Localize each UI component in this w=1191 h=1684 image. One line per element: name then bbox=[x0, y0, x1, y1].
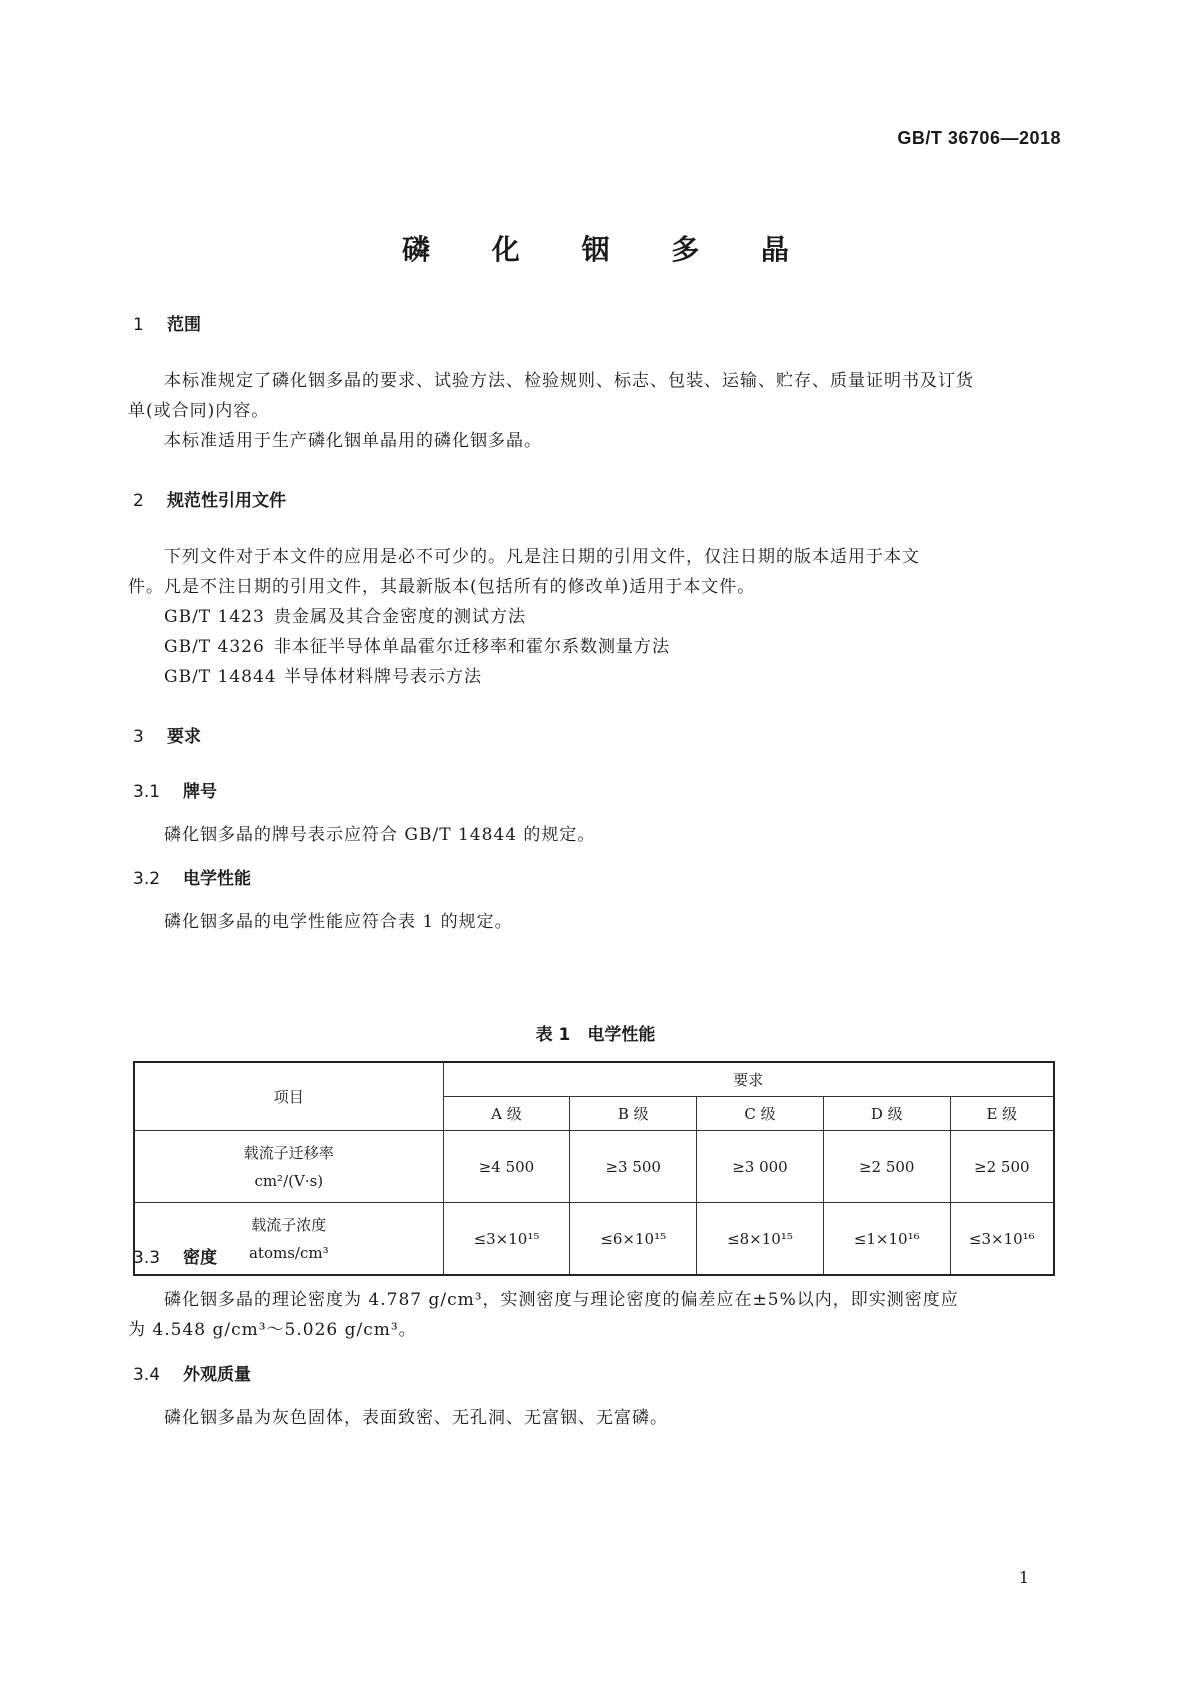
table-cell: ≥2 500 bbox=[950, 1131, 1054, 1203]
standard-number: GB/T 36706—2018 bbox=[897, 128, 1061, 148]
section-3-4-heading bbox=[133, 1360, 251, 1385]
section-number: 3.1 bbox=[133, 782, 161, 802]
table-cell: ≥3 500 bbox=[570, 1131, 697, 1203]
header-item: 项目 bbox=[134, 1062, 443, 1131]
reference-item bbox=[164, 662, 482, 687]
reference-name: 非本征半导体单晶霍尔迁移率和霍尔系数测量方法 bbox=[274, 637, 670, 657]
grade-header: A 级 bbox=[443, 1097, 570, 1131]
s1-paragraph-1-cont: 单(或合同)内容。 bbox=[128, 401, 270, 421]
reference-name: 贵金属及其合金密度的测试方法 bbox=[274, 607, 526, 627]
page-number: 1 bbox=[1018, 1568, 1029, 1587]
section-number: 3 bbox=[133, 727, 144, 747]
s2-paragraph-1: 下列文件对于本文件的应用是必不可少的。凡是注日期的引用文件，仅注日期的版本适用于本文 bbox=[164, 547, 920, 567]
s33-paragraph: 磷化铟多晶的理论密度为 4.787 g/cm³，实测密度与理论密度的偏差应在±5%以内，即实测密度应 bbox=[164, 1290, 959, 1310]
section-number: 3.4 bbox=[133, 1365, 161, 1385]
section-3-heading bbox=[133, 722, 201, 747]
table-caption: 表 1 电学性能 bbox=[535, 1025, 656, 1045]
table-header-row bbox=[134, 1062, 1054, 1097]
section-2-heading bbox=[133, 486, 286, 511]
section-number: 3.3 bbox=[133, 1248, 161, 1268]
property-unit: atoms/cm³ bbox=[248, 1243, 329, 1262]
electrical-properties-table bbox=[133, 1061, 1055, 1276]
section-title: 电学性能 bbox=[183, 869, 251, 889]
s1-paragraph-2: 本标准适用于生产磷化铟单晶用的磷化铟多晶。 bbox=[164, 431, 542, 451]
header-requirement: 要求 bbox=[443, 1062, 1054, 1097]
reference-code: GB/T 1423 bbox=[164, 607, 265, 627]
table-cell: ≤3×10¹⁵ bbox=[443, 1203, 570, 1276]
section-number: 1 bbox=[133, 315, 144, 335]
reference-code: GB/T 4326 bbox=[164, 637, 265, 657]
section-3-2-heading bbox=[133, 864, 251, 889]
table-cell: ≤1×10¹⁶ bbox=[823, 1203, 950, 1276]
table-cell: ≤6×10¹⁵ bbox=[570, 1203, 697, 1276]
s34-paragraph: 磷化铟多晶为灰色固体，表面致密、无孔洞、无富铟、无富磷。 bbox=[164, 1408, 668, 1428]
s1-paragraph-1: 本标准规定了磷化铟多晶的要求、试验方法、检验规则、标志、包装、运输、贮存、质量证明书及订货 bbox=[164, 371, 974, 391]
grade-header: D 级 bbox=[823, 1097, 950, 1131]
table-cell: ≤8×10¹⁵ bbox=[697, 1203, 824, 1276]
grade-header: E 级 bbox=[950, 1097, 1054, 1131]
section-title: 规范性引用文件 bbox=[167, 491, 286, 511]
section-number: 3.2 bbox=[133, 869, 161, 889]
property-unit: cm²/(V·s) bbox=[254, 1171, 324, 1190]
grade-header: C 级 bbox=[697, 1097, 824, 1131]
document-title: 磷 化 铟 多 晶 bbox=[402, 233, 815, 266]
table-cell: ≥3 000 bbox=[697, 1131, 824, 1203]
section-3-1-heading bbox=[133, 777, 217, 802]
row-label bbox=[134, 1131, 443, 1203]
s2-paragraph-1-cont: 件。凡是不注日期的引用文件，其最新版本(包括所有的修改单)适用于本文件。 bbox=[128, 577, 756, 597]
section-1-heading bbox=[133, 310, 201, 335]
section-title: 要求 bbox=[167, 727, 201, 747]
grade-header: B 级 bbox=[570, 1097, 697, 1131]
reference-item bbox=[164, 602, 526, 627]
reference-name: 半导体材料牌号表示方法 bbox=[284, 667, 482, 687]
property-name: 载流子迁移率 bbox=[243, 1143, 334, 1162]
section-number: 2 bbox=[133, 491, 144, 511]
s32-paragraph: 磷化铟多晶的电学性能应符合表 1 的规定。 bbox=[164, 912, 513, 932]
section-title: 牌号 bbox=[183, 782, 217, 802]
section-title: 密度 bbox=[183, 1248, 217, 1268]
table-cell: ≥2 500 bbox=[823, 1131, 950, 1203]
reference-code: GB/T 14844 bbox=[164, 667, 277, 687]
section-title: 外观质量 bbox=[183, 1365, 251, 1385]
s31-paragraph: 磷化铟多晶的牌号表示应符合 GB/T 14844 的规定。 bbox=[164, 825, 596, 845]
property-name: 载流子浓度 bbox=[251, 1215, 327, 1234]
table-row bbox=[134, 1203, 1054, 1276]
section-title: 范围 bbox=[167, 315, 201, 335]
table-cell: ≤3×10¹⁶ bbox=[950, 1203, 1054, 1276]
s33-paragraph-cont: 为 4.548 g/cm³～5.026 g/cm³。 bbox=[128, 1320, 417, 1340]
section-3-3-heading bbox=[133, 1243, 217, 1268]
table-cell: ≥4 500 bbox=[443, 1131, 570, 1203]
reference-item bbox=[164, 632, 670, 657]
table-row bbox=[134, 1131, 1054, 1203]
